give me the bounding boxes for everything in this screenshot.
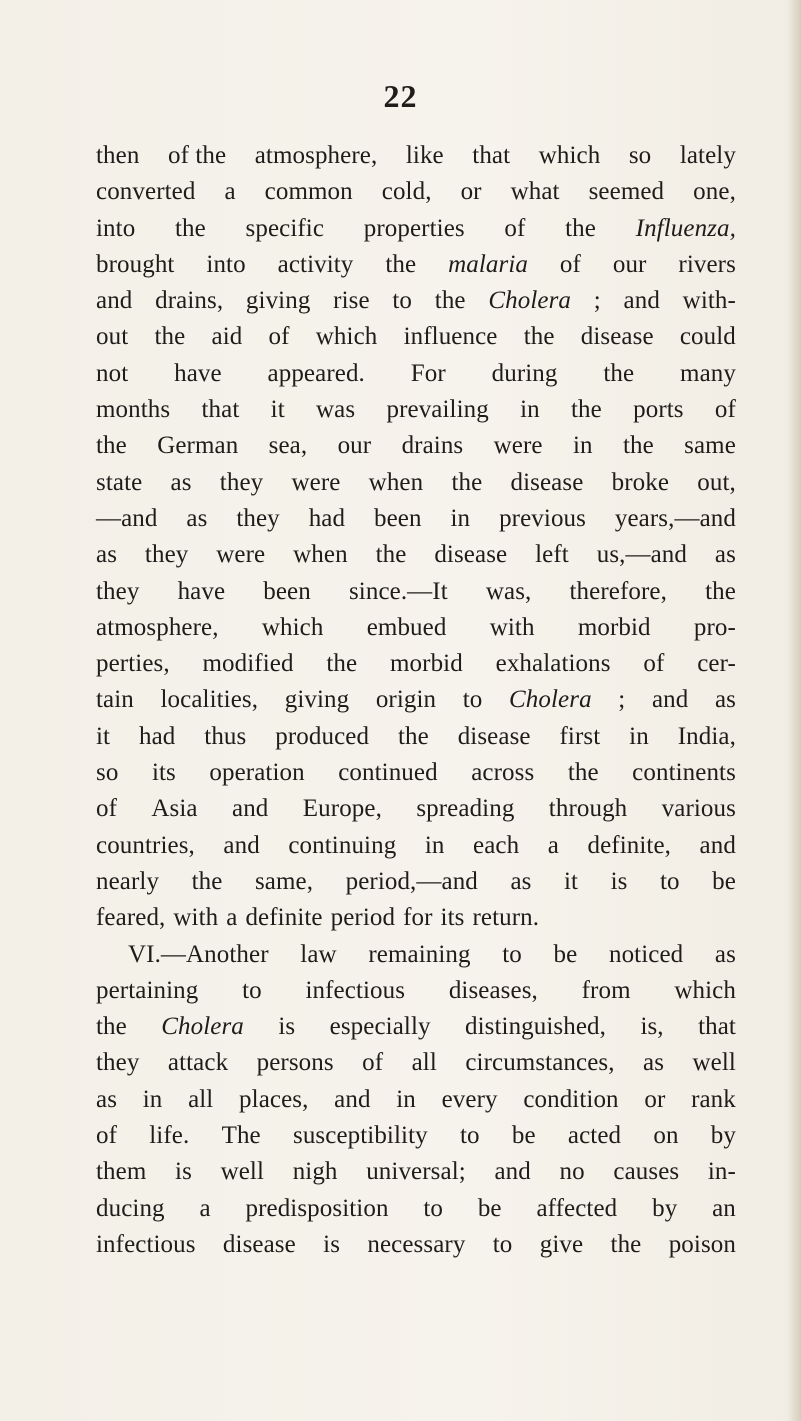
word: the — [154, 323, 186, 351]
word: life. — [149, 1122, 190, 1150]
word: of the — [167, 142, 227, 169]
word: rise — [333, 287, 370, 315]
word: causes — [613, 1158, 680, 1186]
word: converted — [96, 178, 196, 206]
word: influence — [403, 323, 498, 351]
word: in — [572, 432, 593, 460]
word: of — [96, 795, 118, 823]
word: remaining — [368, 940, 471, 968]
word: first — [559, 722, 601, 750]
word: with — [489, 613, 535, 641]
word: be — [712, 867, 736, 895]
word: as — [186, 504, 208, 532]
word: many — [680, 359, 736, 387]
word: so — [628, 142, 652, 169]
word: attack — [167, 1049, 229, 1077]
word: infectious — [305, 976, 406, 1004]
text-line — [96, 1227, 736, 1263]
word: the — [397, 722, 429, 750]
word: to — [459, 1122, 480, 1150]
word: India, — [677, 722, 736, 750]
word: us,—and — [596, 541, 688, 569]
word: produced — [275, 722, 370, 750]
word: poison — [668, 1230, 736, 1258]
word: well — [692, 1049, 736, 1077]
word: was, — [485, 577, 532, 605]
word: to — [502, 940, 522, 968]
word: years,—and — [614, 504, 736, 532]
word: activity — [277, 250, 354, 278]
word: as — [714, 686, 736, 714]
text-line — [96, 682, 736, 718]
word: to — [392, 287, 413, 315]
word: German — [157, 432, 239, 460]
page-edge-shadow — [787, 0, 801, 1421]
word: of — [96, 1122, 118, 1150]
word: every — [441, 1085, 498, 1113]
word: law — [300, 940, 337, 968]
word: atmosphere, — [254, 142, 378, 169]
word: disease — [457, 722, 531, 750]
word: the — [96, 1013, 127, 1041]
word: they — [96, 1049, 140, 1077]
word: all — [411, 1049, 437, 1077]
text-line — [96, 211, 736, 247]
word: is — [323, 1230, 341, 1258]
word: continuing — [288, 831, 397, 859]
word: atmosphere, — [96, 613, 219, 641]
word: left — [535, 541, 569, 569]
word: the — [191, 867, 223, 895]
word: and — [651, 686, 689, 714]
word: feared, — [96, 904, 166, 932]
word: out — [96, 323, 129, 351]
word: return. — [472, 904, 540, 932]
word: of — [362, 1049, 384, 1077]
word: been — [263, 577, 311, 605]
word: be — [553, 940, 578, 968]
text-line — [96, 1082, 736, 1118]
word: it — [96, 722, 111, 750]
word: morbid — [390, 650, 463, 678]
word: is, — [640, 1013, 664, 1041]
word: of — [559, 250, 581, 278]
word: in — [424, 831, 445, 859]
word: places, — [239, 1085, 309, 1113]
word: common — [264, 178, 353, 206]
word: is — [175, 1158, 192, 1186]
word: acted — [567, 1122, 622, 1150]
text-line — [96, 428, 736, 464]
text-line — [96, 1045, 736, 1081]
word: that — [472, 142, 511, 169]
word: that — [698, 1013, 736, 1041]
word: the — [326, 650, 358, 678]
word: affected — [536, 1194, 618, 1222]
word: the — [434, 287, 466, 315]
word: and — [494, 1158, 531, 1186]
word: Asia — [151, 795, 198, 823]
word: properties — [363, 214, 465, 242]
text-line — [96, 1191, 736, 1227]
word: as — [96, 541, 118, 569]
text-line — [96, 828, 736, 864]
word: the — [610, 1230, 642, 1258]
word: operation — [209, 759, 305, 787]
word: its — [440, 904, 465, 932]
word: give — [539, 1230, 584, 1258]
word: it — [563, 867, 579, 895]
word: disease — [580, 323, 654, 351]
word: the — [96, 432, 127, 460]
word: period — [330, 904, 396, 932]
word: pro- — [693, 613, 736, 641]
word: appeared. — [267, 359, 365, 387]
word: universal; — [366, 1158, 466, 1186]
word: when — [368, 468, 424, 496]
text-line — [96, 574, 736, 610]
word: in- — [707, 1158, 736, 1186]
word: disease — [222, 1230, 296, 1258]
word: across — [471, 759, 535, 787]
word: various — [661, 795, 736, 823]
word: which — [538, 142, 601, 169]
word: they — [219, 468, 264, 496]
word: embued — [366, 613, 447, 641]
text-line — [96, 392, 736, 428]
word: —and — [96, 504, 158, 532]
word: continents — [632, 759, 736, 787]
word: them — [96, 1158, 147, 1186]
word: as — [643, 1049, 665, 1077]
word: were — [216, 541, 266, 569]
word: same, — [254, 867, 314, 895]
word: into — [206, 250, 246, 278]
word: when — [293, 541, 348, 569]
word: the — [385, 250, 417, 278]
word: the — [567, 759, 599, 787]
word: seemed — [588, 178, 665, 206]
text-line — [96, 973, 736, 1009]
word: exhalations — [495, 650, 611, 678]
word: have — [174, 359, 222, 387]
word: as — [170, 468, 192, 496]
word: to — [462, 686, 483, 714]
word: nearly — [96, 867, 160, 895]
word: the — [174, 214, 206, 242]
word: and — [96, 287, 133, 315]
word: and — [334, 1085, 371, 1113]
word: as — [714, 541, 736, 569]
word: modified — [202, 650, 294, 678]
italic-word: malaria — [448, 250, 528, 278]
word: persons — [256, 1049, 334, 1077]
word: all — [188, 1085, 214, 1113]
word: a — [224, 178, 236, 206]
word: with — [173, 904, 219, 932]
word: or — [644, 1085, 666, 1113]
text-line — [96, 646, 736, 682]
word: through — [548, 795, 628, 823]
word: not — [96, 359, 129, 387]
word: countries, — [96, 831, 195, 859]
word: rivers — [678, 250, 736, 278]
word: into — [96, 214, 136, 242]
word: the — [375, 541, 407, 569]
word: for — [403, 904, 433, 932]
word: so — [96, 759, 119, 787]
word: of — [714, 396, 736, 424]
word: each — [473, 831, 520, 859]
word: be — [477, 1194, 502, 1222]
text-line — [96, 864, 736, 900]
text-line — [96, 537, 736, 573]
word: spreading — [416, 795, 515, 823]
word: and — [223, 831, 260, 859]
word: rank — [691, 1085, 736, 1113]
word: a — [226, 904, 238, 932]
word: the — [603, 359, 635, 387]
word: in — [142, 1085, 163, 1113]
body-text — [96, 138, 736, 1263]
word: state — [96, 468, 143, 496]
word: then — [96, 142, 140, 169]
word: Europe, — [302, 795, 382, 823]
word: what — [510, 178, 560, 206]
word: origin — [375, 686, 437, 714]
text-line — [96, 791, 736, 827]
word: during — [491, 359, 558, 387]
italic-word: Cholera — [509, 686, 592, 714]
word: continued — [338, 759, 438, 787]
word: previous — [499, 504, 586, 532]
italic-word: Cholera — [488, 287, 572, 315]
text-line — [96, 247, 736, 283]
word: giving — [245, 287, 311, 315]
word: distinguished, — [465, 1013, 607, 1041]
word: the — [523, 323, 555, 351]
word: pertaining — [96, 976, 199, 1004]
word: the — [571, 396, 602, 424]
word: was — [316, 396, 356, 424]
word: of — [643, 650, 665, 678]
text-line — [96, 283, 736, 319]
word: ports — [633, 396, 684, 424]
text-line — [96, 1009, 736, 1045]
word: with- — [682, 287, 736, 315]
word: therefore, — [569, 577, 667, 605]
text-line — [96, 900, 736, 936]
word: they — [96, 577, 140, 605]
text-line — [96, 755, 736, 791]
word: as — [714, 940, 736, 968]
text-line — [96, 465, 736, 501]
word: circumstances, — [465, 1049, 615, 1077]
word: same — [684, 432, 736, 460]
word: since.—It — [348, 577, 448, 605]
word: broke — [611, 468, 670, 496]
word: the — [622, 432, 654, 460]
word: perties, — [96, 650, 170, 678]
word: is — [610, 867, 628, 895]
word: on — [653, 1122, 679, 1150]
word: of — [268, 323, 290, 351]
word: brought — [96, 250, 175, 278]
word: in — [450, 504, 471, 532]
word: its — [151, 759, 176, 787]
word: specific — [245, 214, 325, 242]
word: which — [674, 976, 736, 1004]
word: well — [220, 1158, 265, 1186]
word: aid — [211, 323, 243, 351]
word: they — [144, 541, 189, 569]
word: in — [629, 722, 649, 750]
word: it — [270, 396, 285, 424]
word: like — [405, 142, 444, 169]
word: disease — [510, 468, 584, 496]
word: cold, — [381, 178, 432, 206]
text-line — [96, 174, 736, 210]
word: no — [559, 1158, 585, 1186]
word: to — [242, 976, 262, 1004]
word: diseases, — [448, 976, 538, 1004]
word: nigh — [292, 1158, 338, 1186]
text-line — [96, 1154, 736, 1190]
word: as — [510, 867, 532, 895]
word: noticed — [608, 940, 684, 968]
word: been — [374, 504, 422, 532]
word: as — [96, 1085, 118, 1113]
word: they — [236, 504, 280, 532]
word: especially — [329, 1013, 431, 1041]
word: cer- — [697, 650, 736, 678]
word: our — [612, 250, 647, 278]
word: were — [493, 432, 543, 460]
word: giving — [284, 686, 350, 714]
word: in — [396, 1085, 416, 1113]
word: could — [679, 323, 736, 351]
word: by — [652, 1194, 678, 1222]
text-line — [96, 610, 736, 646]
word: thus — [204, 722, 247, 750]
word: from — [581, 976, 631, 1004]
word: definite — [245, 904, 323, 932]
word: to — [659, 867, 680, 895]
word: to — [492, 1230, 513, 1258]
word: ducing — [96, 1194, 165, 1222]
word: our — [337, 432, 372, 460]
word: had — [308, 504, 346, 532]
word: infectious — [96, 1230, 196, 1258]
word: and — [623, 287, 660, 315]
text-line — [96, 356, 736, 392]
word: predisposition — [245, 1194, 389, 1222]
word: morbid — [577, 613, 651, 641]
word: is — [278, 1013, 296, 1041]
text-line — [96, 319, 736, 355]
word: to — [423, 1194, 444, 1222]
word: months — [96, 396, 171, 424]
word: in — [520, 396, 540, 424]
word: and — [232, 795, 269, 823]
word: which — [261, 613, 324, 641]
text-line — [96, 719, 736, 755]
word: one, — [693, 178, 736, 206]
text-line — [96, 1118, 736, 1154]
word: period,—and — [345, 867, 478, 895]
text-line — [96, 501, 736, 537]
word: an — [712, 1194, 736, 1222]
word: ; — [618, 686, 626, 714]
word: or — [460, 178, 482, 206]
word: that — [201, 396, 240, 424]
word: by — [710, 1122, 736, 1150]
word: were — [291, 468, 341, 496]
word: the — [565, 214, 596, 242]
word: VI.—Another — [128, 940, 269, 968]
italic-word: Cholera — [161, 1013, 244, 1041]
word: tain — [96, 686, 134, 714]
text-line — [96, 138, 736, 174]
word: of — [504, 214, 526, 242]
word: drains, — [155, 287, 224, 315]
word: out, — [697, 468, 736, 496]
word: localities, — [160, 686, 259, 714]
word: sea, — [268, 432, 308, 460]
word: lately — [679, 142, 736, 169]
word: prevailing — [386, 396, 489, 424]
page-number: 22 — [383, 78, 418, 114]
word: definite, — [587, 831, 671, 859]
word: For — [410, 359, 446, 387]
word: which — [315, 323, 378, 351]
word: the — [705, 577, 736, 605]
word: The — [221, 1122, 261, 1150]
word: a — [199, 1194, 211, 1222]
word: ; — [593, 287, 601, 315]
italic-word: Influenza, — [635, 214, 736, 242]
word: drains — [401, 432, 464, 460]
word: the — [451, 468, 483, 496]
word: condition — [523, 1085, 619, 1113]
word: had — [138, 722, 176, 750]
text-line — [96, 937, 736, 973]
word: disease — [434, 541, 508, 569]
word: and — [699, 831, 736, 859]
word: be — [511, 1122, 536, 1150]
word: a — [547, 831, 559, 859]
word: susceptibility — [292, 1122, 428, 1150]
word: have — [177, 577, 226, 605]
word: necessary — [367, 1230, 466, 1258]
